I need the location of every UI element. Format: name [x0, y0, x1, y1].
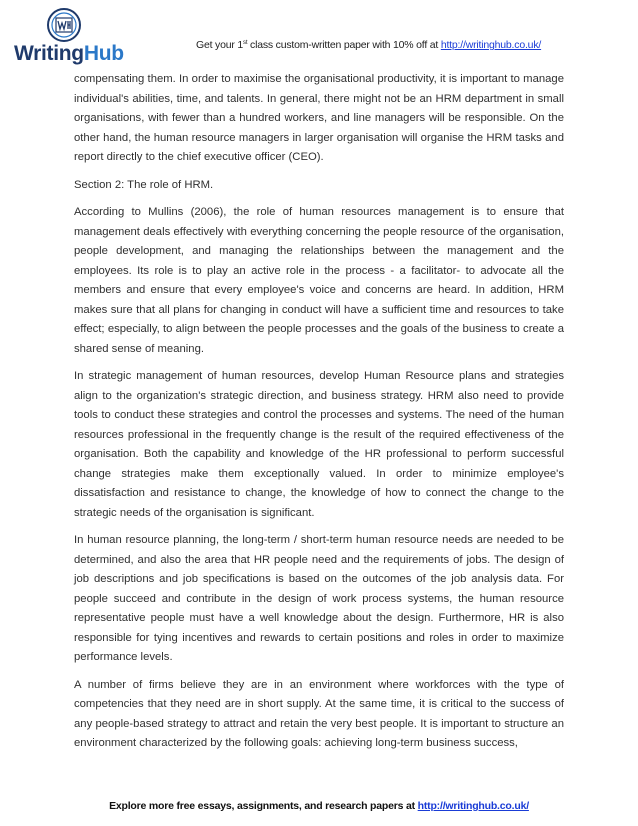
- promo-link[interactable]: http://writinghub.co.uk/: [440, 39, 542, 51]
- logo-word-hub: Hub: [83, 42, 124, 65]
- writinghub-logo-icon: [47, 8, 81, 42]
- logo-wordmark: [14, 42, 124, 66]
- logo-word-writing: Writing: [14, 42, 84, 65]
- paragraph-5: A number of firms believe they are in an environment where workforces with the type of competencies that they need are in short supply. At the same time, it is critical to the success of any people-based strategy to attract and retain the very best people. It is important to structure an environment characterized by the following goals: achieving long-term business success,: [74, 678, 564, 749]
- footer-text: Explore more free essays, assignments, and research papers at: [109, 800, 418, 812]
- page-footer: [0, 800, 638, 812]
- paragraph-3: In strategic management of human resources, develop Human Resource plans and strategies align to the organization's strategic direction, and business strategy. HRM also need to provide tools to conduct these strategies and control the processes and systems. The need of the human resources professional in the frequently change is the result of the required effectiveness of the organisation. Both the capability and knowledge of the HR professional to perform successful change strategies make them exceptionally valued. In order to minimize employee's dissatisfaction and resistance to change, the knowledge of how to connect the change to the strategic needs of the organisation is significant.: [74, 370, 564, 519]
- promo-sup: st: [243, 40, 248, 46]
- page-header: [0, 0, 638, 70]
- footer-link[interactable]: http://writinghub.co.uk/: [417, 800, 529, 812]
- paragraph-2: According to Mullins (2006), the role of human resources management is to ensure that management deals effectively with everything concerning the people resource of the organisation, people development, and managing the relationships between the management and the employees. Its role is to play an active role in the process - a facilitator- to advocate all the members and ensure that every employee's voice and concerns are heard. In addition, HRM makes sure that all plans for changing in conduct will have a sufficient time and resources to take effect; especially, to align between the people processes and the goals of the business to create a shared sense of meaning.: [74, 206, 564, 355]
- document-body: [74, 70, 564, 762]
- promo-middle: class custom-written paper with 10% off at: [247, 39, 441, 51]
- paragraph-1: compensating them. In order to maximise the organisational productivity, it is important to manage individual's abilities, time, and talents. In general, there might not be an HRM department in small organisations, with fewer than a hundred workers, and line managers will be responsible. On the other hand, the human resource managers in larger organisation will organise the HRM tasks and report directly to the chief executive officer (CEO).: [74, 73, 564, 163]
- section-heading: Section 2: The role of HRM.: [74, 178, 214, 191]
- writinghub-logo[interactable]: [14, 8, 124, 65]
- promo-prefix: Get your 1: [196, 39, 244, 51]
- header-promo: [196, 39, 541, 51]
- paragraph-4: In human resource planning, the long-term / short-term human resource needs are needed to be determined, and also the area that HR people need and the requirements of jobs. The design of job descriptions and job specifications is based on the outcomes of the job analysis data. For people succeed and contribute in the design of work process systems, the human resource representative people must have a well knowledge about the design. Furthermore, HR is also responsible for tying incentives and rewards to certain positions and roles in order to maximize performance levels.: [74, 534, 564, 663]
